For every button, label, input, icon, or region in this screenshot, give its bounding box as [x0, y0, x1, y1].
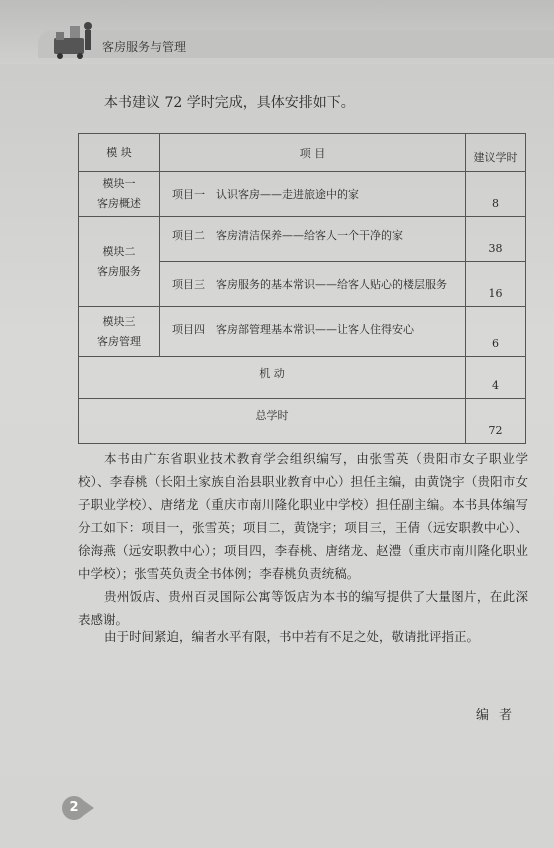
- item-cell: 项目四 客房部管理基本常识——让客人住得安心: [160, 307, 466, 357]
- thanks-paragraph: 贵州饭店、贵州百灵国际公寓等饭店为本书的编写提供了大量图片，在此深表感谢。: [78, 589, 528, 627]
- module-cell: 模块三 客房管理: [79, 307, 160, 357]
- header-item: 项 目: [160, 134, 466, 172]
- total-row: [79, 399, 526, 444]
- module-cell: 模块二 客房服务: [79, 217, 160, 307]
- intro-text: 本书建议 72 学时完成，具体安排如下。: [104, 95, 355, 111]
- header-title: 客房服务与管理: [102, 40, 187, 54]
- item-cell: 项目三 客房服务的基本常识——给客人贴心的楼层服务: [160, 262, 466, 307]
- header-hours: 建议学时: [466, 134, 526, 172]
- table-row: [79, 307, 526, 357]
- total-label: 总学时: [79, 399, 466, 444]
- apology-paragraph: 由于时间紧迫，编者水平有限，书中若有不足之处，敬请批评指正。: [104, 629, 480, 644]
- editor-signature: 编者: [476, 708, 523, 723]
- hours-cell: 16: [466, 262, 526, 307]
- page-header: [0, 0, 554, 64]
- flex-label: 机 动: [79, 357, 466, 399]
- flex-hours: 4: [466, 357, 526, 399]
- item-cell: 项目一 认识客房——走进旅途中的家: [160, 172, 466, 217]
- hours-cell: 6: [466, 307, 526, 357]
- header-module: 模 块: [79, 134, 160, 172]
- table-header-row: [79, 134, 526, 172]
- hours-cell: 38: [466, 217, 526, 262]
- schedule-table: [78, 133, 526, 444]
- housekeeping-cart-icon: [44, 18, 96, 60]
- table-row: [79, 217, 526, 262]
- total-hours: 72: [466, 399, 526, 444]
- flex-row: [79, 357, 526, 399]
- hours-cell: 8: [466, 172, 526, 217]
- authors-paragraph: 本书由广东省职业技术教育学会组织编写，由张雪英（贵阳市女子职业学校）、李春桃（长阳土家族自治县职业教育中心）担任主编，由黄饶宇（贵阳市女子职业学校）、唐绪龙（重庆市南川隆化职业中学校）担任副主编。本书具体编写分工如下：项目一，张雪英；项目二，黄饶宇；项目三，王倩（远安职教中心）、徐海燕（远安职教中心）；项目四，李春桃、唐绪龙、赵澧（重庆市南川隆化职业中学校）；张雪英负责全书体例；李春桃负责统稿。: [78, 451, 528, 581]
- page-number: 2: [62, 796, 86, 820]
- table-row: [79, 172, 526, 217]
- module-cell: 模块一 客房概述: [79, 172, 160, 217]
- item-cell: 项目二 客房清洁保养——给客人一个干净的家: [160, 217, 466, 262]
